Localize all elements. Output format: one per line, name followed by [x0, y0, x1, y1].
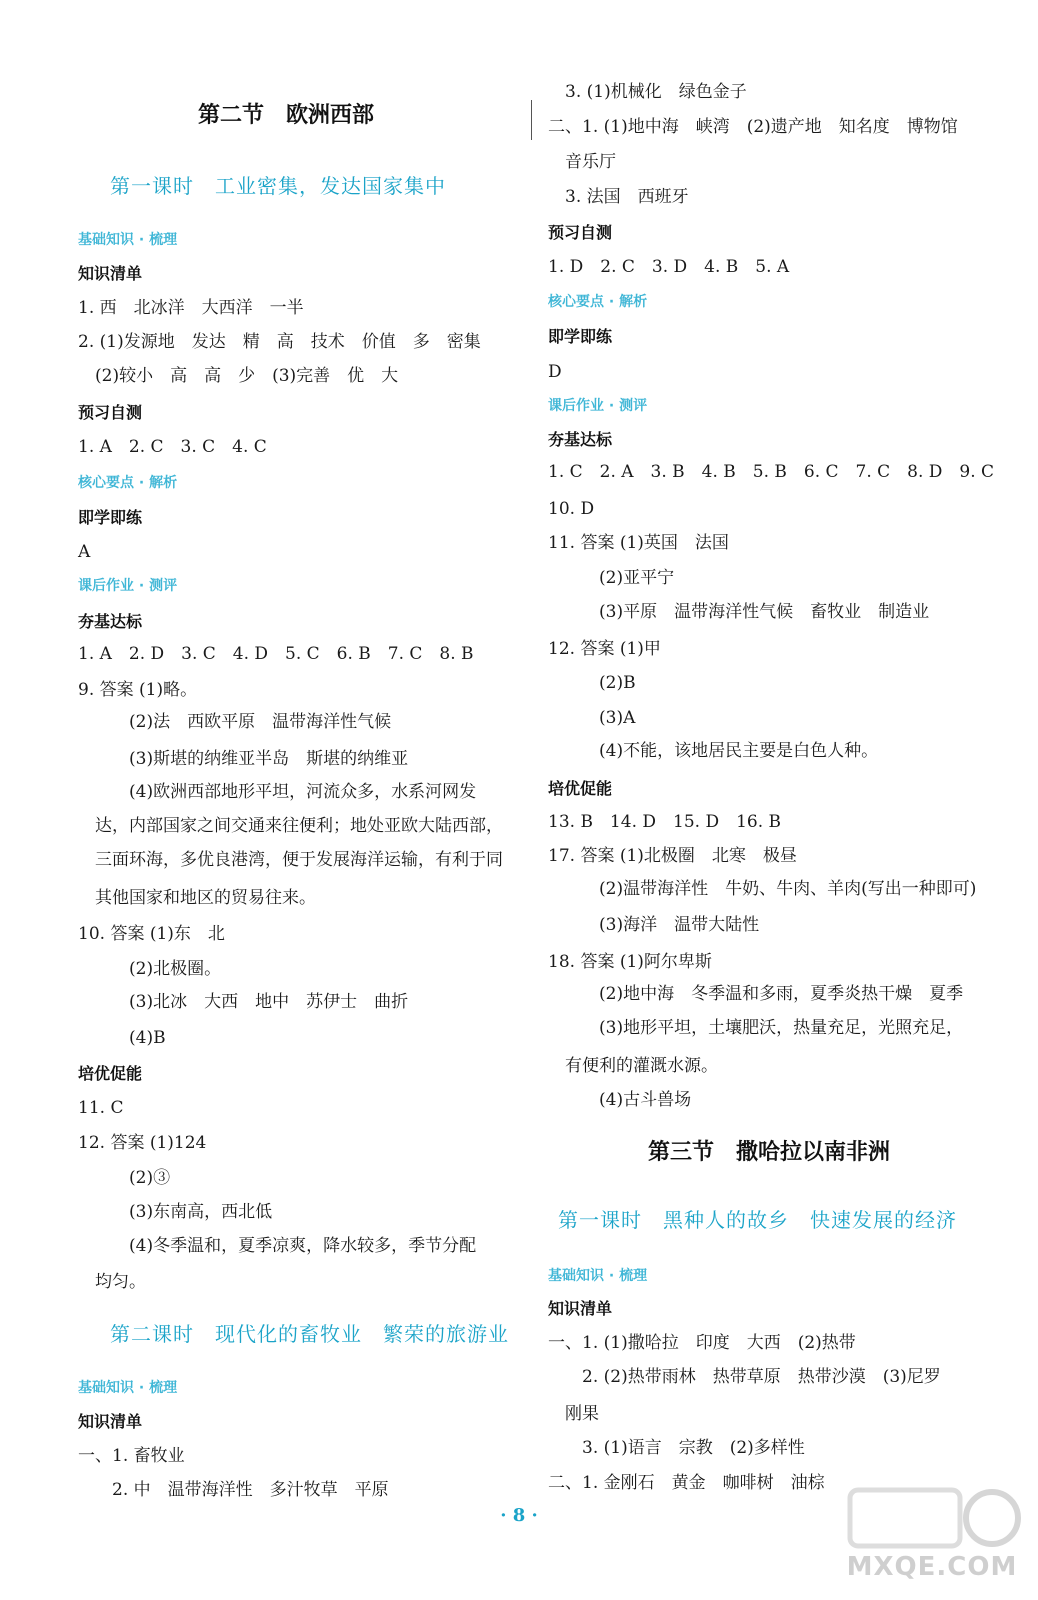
answer-line: 13. B 14. D 15. D 16. B	[548, 812, 782, 832]
subheading: 夯基达标	[548, 430, 613, 449]
answer-line: 二、1. (1)地中海 峡湾 (2)遗产地 知名度 博物馆	[548, 117, 958, 137]
answer-line: 1. A 2. C 3. C 4. C	[78, 437, 267, 457]
page-number: · 8 ·	[500, 1505, 538, 1526]
answer-line: 刚果	[548, 1404, 599, 1424]
answer-line: (2)③	[78, 1168, 171, 1188]
subheading: 预习自测	[78, 403, 143, 422]
answer-line: D	[548, 362, 562, 382]
column-divider	[531, 100, 532, 140]
answer-line: (3)平原 温带海洋性气候 畜牧业 制造业	[548, 602, 930, 622]
answer-line: 10. 答案 (1)东 北	[78, 924, 225, 944]
answer-line: (2)较小 高 高 少 (3)完善 优 大	[78, 366, 399, 386]
lesson-title: 第二课时 现代化的畜牧业 繁荣的旅游业	[110, 1322, 509, 1346]
answer-line: 二、1. 金刚石 黄金 咖啡树 油棕	[548, 1473, 825, 1493]
answer-line: 2. 中 温带海洋性 多汁牧草 平原	[78, 1480, 389, 1500]
answer-line: (3)斯堪的纳维亚半岛 斯堪的纳维亚	[78, 749, 409, 769]
watermark-text: MXQE.COM	[846, 1552, 1018, 1582]
subheading: 知识清单	[78, 1412, 143, 1431]
part-tag: 基础知识 · 梳理	[78, 232, 178, 248]
answer-line: (3)海洋 温带大陆性	[548, 915, 760, 935]
subheading: 知识清单	[548, 1299, 613, 1318]
answer-line: 2. (1)发源地 发达 精 高 技术 价值 多 密集	[78, 332, 481, 352]
answer-line: 1. 西 北冰洋 大西洋 一半	[78, 298, 304, 318]
answer-line: 12. 答案 (1)124	[78, 1133, 207, 1153]
answer-line: (3)A	[548, 708, 636, 728]
answer-line: (4)古斗兽场	[548, 1090, 692, 1110]
answer-line: 17. 答案 (1)北极圈 北寒 极昼	[548, 846, 797, 866]
part-tag: 课后作业 · 测评	[78, 578, 178, 594]
answer-line: 11. C	[78, 1098, 124, 1118]
answer-line: 1. C 2. A 3. B 4. B 5. B 6. C 7. C 8. D 9. C	[548, 462, 995, 482]
part-tag: 基础知识 · 梳理	[78, 1380, 178, 1396]
answer-line: 1. A 2. D 3. C 4. D 5. C 6. B 7. C 8. B	[78, 644, 474, 664]
answer-line: (2)亚平宁	[548, 568, 675, 588]
subheading: 夯基达标	[78, 612, 143, 631]
answer-line: 其他国家和地区的贸易往来。	[78, 888, 316, 908]
answer-line: (3)地形平坦，土壤肥沃，热量充足，光照充足，	[548, 1018, 964, 1038]
subheading: 知识清单	[78, 264, 143, 283]
answer-line: (4)冬季温和，夏季凉爽，降水较多，季节分配	[78, 1236, 477, 1256]
answer-line: (3)东南高，西北低	[78, 1202, 273, 1222]
part-tag: 课后作业 · 测评	[548, 398, 648, 414]
answer-line: 9. 答案 (1)略。	[78, 680, 198, 700]
subheading: 即学即练	[548, 327, 613, 346]
answer-line: 12. 答案 (1)甲	[548, 639, 661, 659]
answer-line: (2)温带海洋性 牛奶、牛肉、羊肉(写出一种即可)	[548, 879, 977, 899]
answer-line: (2)B	[548, 673, 636, 693]
answer-line: (3)北冰 大西 地中 苏伊士 曲折	[78, 992, 409, 1012]
subheading: 即学即练	[78, 508, 143, 527]
part-tag: 核心要点 · 解析	[78, 475, 178, 491]
part-tag: 基础知识 · 梳理	[548, 1268, 648, 1284]
answer-line: 18. 答案 (1)阿尔卑斯	[548, 952, 712, 972]
answer-line: 一、1. 畜牧业	[78, 1446, 185, 1466]
answer-line: 1. D 2. C 3. D 4. B 5. A	[548, 257, 790, 277]
answer-line: 10. D	[548, 499, 595, 519]
answer-line: 有便利的灌溉水源。	[548, 1056, 718, 1076]
answer-line: 3. (1)语言 宗教 (2)多样性	[548, 1438, 805, 1458]
answer-line: 一、1. (1)撒哈拉 印度 大西 (2)热带	[548, 1333, 856, 1353]
subheading: 培优促能	[78, 1064, 143, 1083]
answer-line: (2)法 西欧平原 温带海洋性气候	[78, 712, 392, 732]
answer-line: 3. (1)机械化 绿色金子	[548, 82, 747, 102]
lesson-title: 第一课时 黑种人的故乡 快速发展的经济	[558, 1208, 957, 1232]
answer-line: 2. (2)热带雨林 热带草原 热带沙漠 (3)尼罗	[548, 1367, 941, 1387]
answer-line: 音乐厅	[548, 152, 616, 172]
subheading: 预习自测	[548, 223, 613, 242]
answer-line: (4)不能，该地居民主要是白色人种。	[548, 741, 879, 761]
answer-line: (4)欧洲西部地形平坦，河流众多，水系河网发	[78, 782, 477, 802]
answer-line: 三面环海，多优良港湾，便于发展海洋运输，有利于同	[78, 850, 503, 870]
section-title: 第二节 欧洲西部	[198, 103, 375, 128]
answer-line: A	[78, 542, 91, 562]
subheading: 培优促能	[548, 779, 613, 798]
answer-line: (2)北极圈。	[78, 959, 222, 979]
lesson-title: 第一课时 工业密集，发达国家集中	[110, 174, 446, 198]
answer-line: 3. 法国 西班牙	[548, 187, 689, 207]
answer-line: 达，内部国家之间交通来往便利；地处亚欧大陆西部，	[78, 816, 503, 836]
section-title: 第三节 撒哈拉以南非洲	[648, 1140, 891, 1165]
part-tag: 核心要点 · 解析	[548, 294, 648, 310]
answer-line: 11. 答案 (1)英国 法国	[548, 533, 729, 553]
answer-line: (2)地中海 冬季温和多雨，夏季炎热干燥 夏季	[548, 984, 964, 1004]
answer-line: (4)B	[78, 1028, 166, 1048]
answer-line: 均匀。	[78, 1272, 146, 1292]
